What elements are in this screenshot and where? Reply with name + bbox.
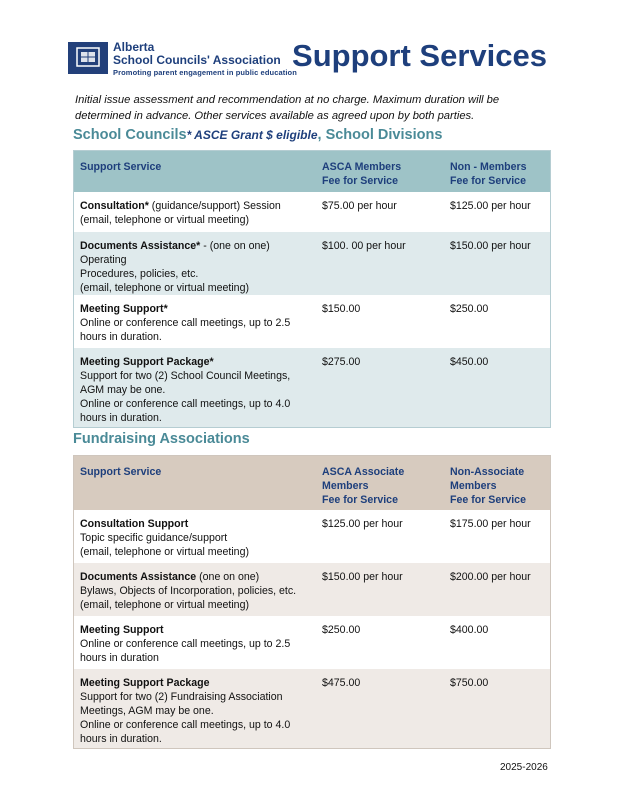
service-desc: Topic specific guidance/support — [80, 531, 228, 544]
member-fee: $250.00 — [322, 623, 361, 636]
table-header-row — [74, 456, 551, 510]
col-associate-line2: Members — [322, 480, 369, 492]
service-desc: Procedures, policies, etc. — [80, 267, 199, 280]
table-row — [74, 669, 551, 749]
service-desc: Online or conference call meetings, up to 2.5 — [80, 637, 291, 650]
col-support-service: Support Service — [80, 466, 162, 478]
service-desc: Bylaws, Objects of Incorporation, policies, etc. — [80, 584, 297, 597]
table-row — [74, 510, 551, 563]
service-name: Documents Assistance* — [80, 239, 201, 252]
nonmember-fee: $450.00 — [450, 355, 489, 368]
nonmember-fee: $750.00 — [450, 676, 489, 689]
service-desc: Meetings, AGM may be one. — [80, 704, 214, 717]
service-cell — [74, 295, 323, 348]
member-fee: $125.00 per hour — [322, 517, 403, 530]
col-nonassociate-line2: Members — [450, 480, 497, 492]
col-nonassociate-members — [450, 456, 551, 510]
member-fee: $475.00 — [322, 676, 361, 689]
asca-logo-icon — [68, 42, 108, 74]
col-nonmembers — [450, 151, 551, 192]
service-cell — [74, 510, 323, 563]
service-desc: AGM may be one. — [80, 383, 166, 396]
nonmember-fee: $150.00 per hour — [450, 239, 531, 252]
col-members-line2: Fee for Service — [322, 175, 398, 187]
col-support-service: Support Service — [80, 161, 162, 173]
service-cell — [74, 563, 323, 616]
service-cell — [74, 616, 323, 669]
member-fee: $150.00 — [322, 302, 361, 315]
service-name: Meeting Support* — [80, 302, 168, 315]
service-name-rest: (guidance/support) Session — [148, 199, 281, 212]
service-desc: Support for two (2) Fundraising Association — [80, 690, 283, 703]
service-desc: hours in duration. — [80, 732, 162, 745]
logo-line2: School Councils' Association — [113, 53, 281, 67]
col-associate-line3: Fee for Service — [322, 494, 398, 506]
fundraising-table — [73, 455, 551, 749]
col-members — [322, 151, 450, 192]
page-title: Support Services — [292, 38, 547, 73]
col-nonassociate-line3: Fee for Service — [450, 494, 526, 506]
service-desc: (email, telephone or virtual meeting) — [80, 213, 249, 226]
nonmember-fee: $400.00 — [450, 623, 489, 636]
service-desc: Online or conference call meetings, up to 2.5 — [80, 316, 291, 329]
nonmember-fee: $125.00 per hour — [450, 199, 531, 212]
table-row — [74, 616, 551, 669]
nonmember-fee: $250.00 — [450, 302, 489, 315]
service-desc: hours in duration. — [80, 411, 162, 424]
service-cell — [74, 669, 323, 749]
col-nonmembers-line2: Fee for Service — [450, 175, 526, 187]
intro-text: Initial issue assessment and recommendation at no charge. Maximum duration will be determined in advance. Other services available as agreed upon by both parties. — [75, 94, 500, 122]
nonmember-fee: $200.00 per hour — [450, 570, 531, 583]
service-name-rest: (one on one) — [196, 570, 260, 583]
member-fee: $100. 00 per hour — [322, 239, 406, 252]
col-nonmembers-line1: Non - Members — [450, 161, 527, 173]
table-header-row — [74, 151, 551, 192]
service-desc: Online or conference call meetings, up to 4.0 — [80, 397, 291, 410]
logo-line1: Alberta — [113, 40, 155, 54]
member-fee: $275.00 — [322, 355, 361, 368]
service-desc: (email, telephone or virtual meeting) — [80, 281, 249, 294]
col-members-line1: ASCA Members — [322, 161, 402, 173]
service-desc: Support for two (2) School Council Meetings, — [80, 369, 291, 382]
service-name: Documents Assistance — [80, 570, 197, 583]
section1-heading — [73, 127, 442, 143]
service-desc: Online or conference call meetings, up to 4.0 — [80, 718, 291, 731]
service-desc: (email, telephone or virtual meeting) — [80, 545, 249, 558]
service-cell — [74, 348, 323, 428]
section1-heading-b: * ASCE Grant $ eligible — [186, 128, 318, 142]
school-councils-table — [73, 150, 551, 428]
section2-heading: Fundraising Associations — [73, 431, 250, 447]
table-row — [74, 563, 551, 616]
section1-heading-a: School Councils — [73, 127, 187, 143]
section1-heading-c: , School Divisions — [317, 127, 443, 143]
service-desc: hours in duration. — [80, 330, 162, 343]
member-fee: $150.00 per hour — [322, 570, 403, 583]
nonmember-fee: $175.00 per hour — [450, 517, 531, 530]
service-name: Meeting Support Package* — [80, 355, 214, 368]
service-name-rest: - (one on one) Operating — [80, 239, 270, 266]
table-row — [74, 232, 551, 295]
table-row — [74, 348, 551, 428]
service-name: Consultation Support — [80, 517, 189, 530]
footer-year: 2025-2026 — [500, 762, 548, 773]
col-associate-line1: ASCA Associate — [322, 466, 405, 478]
logo-text — [113, 41, 297, 77]
service-name: Meeting Support Package — [80, 676, 210, 689]
table-row — [74, 192, 551, 232]
service-name: Meeting Support — [80, 623, 164, 636]
service-name: Consultation* — [80, 199, 149, 212]
service-desc: (email, telephone or virtual meeting) — [80, 598, 249, 611]
member-fee: $75.00 per hour — [322, 199, 397, 212]
service-desc: hours in duration — [80, 651, 159, 664]
table-row — [74, 295, 551, 348]
col-associate-members — [322, 456, 450, 510]
service-cell — [74, 232, 323, 295]
col-nonassociate-line1: Non-Associate — [450, 466, 525, 478]
logo-tagline: Promoting parent engagement in public education — [113, 68, 297, 77]
service-cell — [74, 192, 323, 232]
